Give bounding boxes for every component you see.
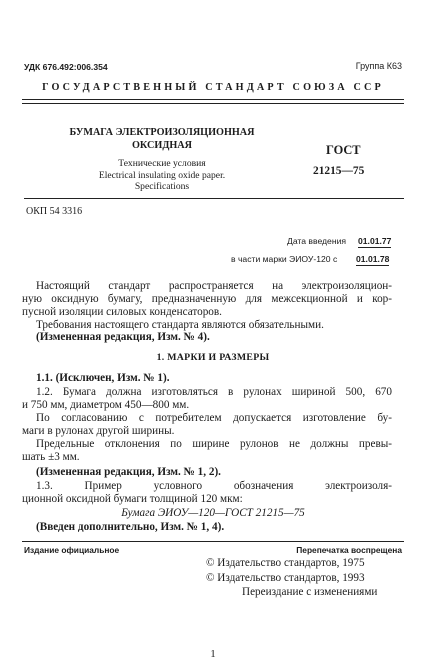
udk-code: УДК 676.492:006.354 bbox=[24, 62, 108, 72]
doc-title-english-line1: Electrical insulating oxide paper. bbox=[98, 170, 226, 181]
clause-1-3-line2: ционной оксидной бумаги толщиной 120 мкм: bbox=[22, 493, 243, 505]
clause-1-2-tolerance-line2: шать ±3 мм. bbox=[22, 451, 80, 463]
clause-1-2-amendment: (Измененная редакция, Изм. № 1, 2). bbox=[36, 466, 221, 478]
intro-date-label: Дата введения bbox=[287, 236, 347, 246]
clause-1-1: 1.1. (Исключен, Изм. № 1). bbox=[36, 372, 170, 384]
intro-amendment: (Измененная редакция, Изм. № 4). bbox=[36, 331, 210, 343]
part-date: 01.01.78 bbox=[356, 254, 390, 264]
part-date-label: в части марки ЭИОУ-120 с bbox=[231, 254, 338, 264]
clause-1-3-line1: 1.3. Пример условного обозначения электроизоля- bbox=[36, 480, 392, 492]
clause-1-3-added: (Введен дополнительно, Изм. № 1, 4). bbox=[36, 521, 225, 533]
clause-1-2-agreement-line2: маги в рулонах другой ширины. bbox=[22, 425, 175, 437]
header-double-rule bbox=[22, 99, 404, 104]
title-block-rule bbox=[24, 198, 404, 199]
intro-date: 01.01.77 bbox=[358, 236, 392, 246]
footer-rule bbox=[22, 541, 404, 542]
gost-number: 21215—75 bbox=[313, 165, 365, 177]
intro-mandatory: Требования настоящего стандарта являются обязательными. bbox=[36, 319, 324, 331]
clause-1-3-example: Бумага ЭИОУ—120—ГОСТ 21215—75 bbox=[121, 507, 305, 519]
okp-code: ОКП 54 3316 bbox=[26, 206, 83, 217]
clause-1-2-line1: 1.2. Бумага должна изготовляться в рулонах шириной 500, 670 bbox=[36, 386, 392, 398]
group-code: Группа К63 bbox=[355, 61, 402, 71]
doc-title-line1: БУМАГА ЭЛЕКТРОИЗОЛЯЦИОННАЯ bbox=[69, 127, 255, 138]
clause-1-2-agreement-line1: По согласованию с потребителем допускается изготовление бу- bbox=[36, 412, 392, 424]
state-standard-line: ГОСУДАРСТВЕННЫЙ СТАНДАРТ СОЮЗА ССР bbox=[42, 82, 384, 93]
clause-1-2-line2: и 750 мм, диаметром 450—800 мм. bbox=[22, 399, 190, 411]
intro-line1: Настоящий стандарт распространяется на электроизоляцион- bbox=[36, 280, 392, 292]
clause-1-2-tolerance-line1: Предельные отклонения по ширине рулонов не должны превы- bbox=[36, 438, 392, 450]
gost-label: ГОСТ bbox=[326, 143, 361, 157]
doc-title-line2: ОКСИДНАЯ bbox=[132, 140, 192, 151]
section-heading: 1. МАРКИ И РАЗМЕРЫ bbox=[156, 352, 270, 363]
doc-title-english-line2: Specifications bbox=[134, 181, 190, 192]
page-number: 1 bbox=[210, 648, 216, 660]
copyright-1975: © Издательство стандартов, 1975 bbox=[206, 557, 365, 569]
reissue-note: Переиздание с изменениями bbox=[242, 586, 378, 598]
doc-subtitle: Технические условия bbox=[118, 158, 206, 169]
official-edition: Издание официальное bbox=[24, 545, 120, 555]
intro-line3: пусной изоляции силовых конденсаторов. bbox=[22, 306, 222, 318]
intro-line2: ную оксидную бумагу, предназначенную для межсекционной и кор- bbox=[22, 293, 392, 305]
copyright-1993: © Издательство стандартов, 1993 bbox=[206, 572, 365, 584]
reprint-prohibited: Перепечатка воспрещена bbox=[296, 545, 402, 555]
